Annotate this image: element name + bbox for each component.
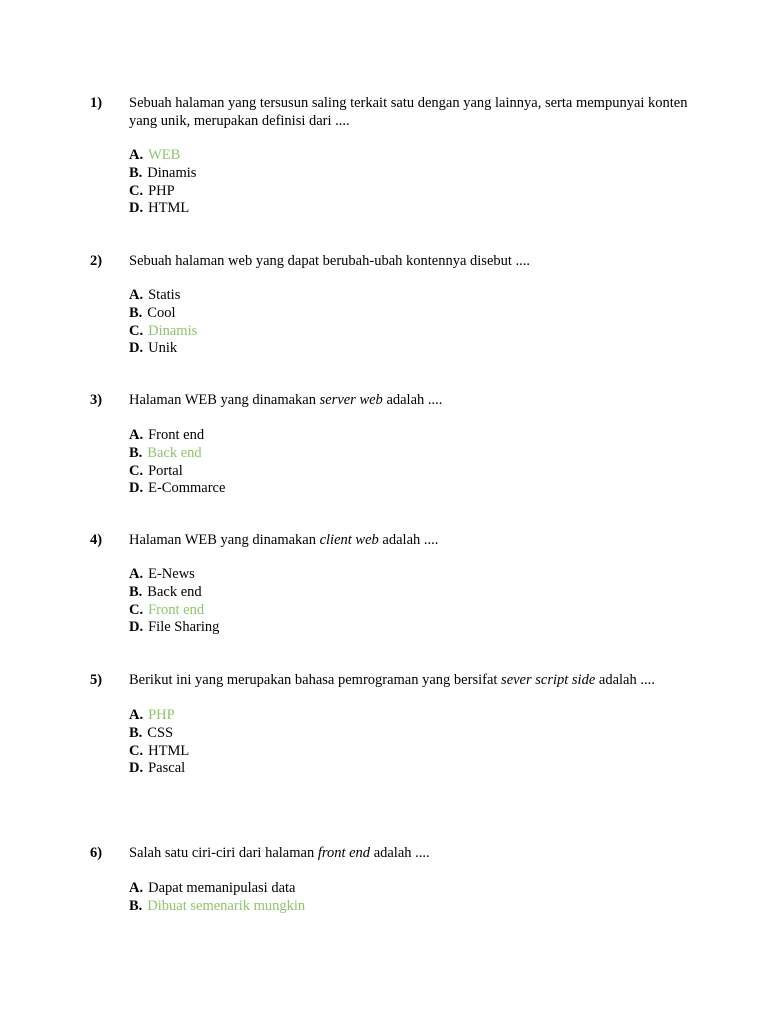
question-text: Sebuah halaman yang tersusun saling terkait satu dengan yang lainnya, serta mempunyai konten yang unik, merupakan definisi dari .... [129, 95, 688, 129]
option-b: B. Dibuat semenarik mungkin [129, 897, 306, 914]
options-list [129, 147, 196, 218]
option-b: B. Back end [129, 444, 202, 461]
option-a: A. Front end [129, 427, 205, 443]
question-number: 4) [90, 532, 103, 548]
options-list [129, 707, 189, 778]
options-list [129, 427, 225, 498]
option-a: A. Dapat memanipulasi data [129, 880, 296, 896]
option-c: C. Dinamis [129, 322, 198, 339]
question-number: 1) [90, 95, 103, 111]
options-list [129, 566, 219, 637]
question-text: Halaman WEB yang dinamakan server web adalah .... [129, 392, 443, 408]
question-number: 2) [90, 253, 103, 269]
question-text: Halaman WEB yang dinamakan client web adalah .... [129, 532, 439, 548]
option-d: D. HTML [129, 200, 190, 217]
option-c: C. Portal [129, 462, 183, 479]
option-b: B. Back end [129, 583, 202, 600]
question-text: Salah satu ciri-ciri dari halaman front end adalah .... [129, 845, 430, 861]
option-a: A. Statis [129, 287, 181, 303]
option-a: A. E-News [129, 566, 195, 582]
question-number: 6) [90, 845, 103, 861]
option-a: A. WEB [129, 147, 181, 163]
option-b: B. CSS [129, 724, 174, 741]
options-list [129, 287, 197, 358]
option-b: B. Cool [129, 304, 176, 321]
option-d: D. File Sharing [129, 619, 220, 636]
question-number: 5) [90, 672, 103, 688]
option-b: B. Dinamis [129, 164, 197, 181]
option-a: A. PHP [129, 707, 175, 723]
option-c: C. HTML [129, 742, 190, 759]
question-text: Sebuah halaman web yang dapat berubah-ubah kontennya disebut .... [129, 253, 531, 269]
option-d: D. Pascal [129, 760, 186, 777]
options-list [129, 880, 305, 916]
option-c: C. Front end [129, 601, 205, 618]
option-d: D. E-Commarce [129, 480, 226, 497]
option-c: C. PHP [129, 182, 175, 199]
question-text: Berikut ini yang merupakan bahasa pemrograman yang bersifat sever script side adalah .... [129, 672, 655, 688]
option-d: D. Unik [129, 340, 178, 357]
question-number: 3) [90, 392, 103, 408]
